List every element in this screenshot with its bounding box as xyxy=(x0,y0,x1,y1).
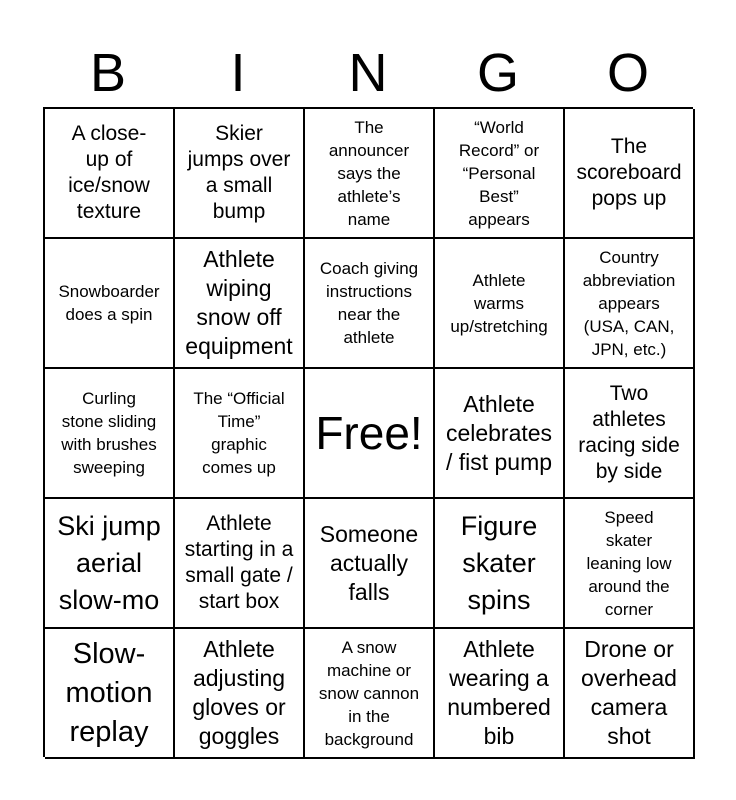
cell-text: Slow- motion replay xyxy=(65,637,153,748)
header-letter-g: G xyxy=(476,43,519,103)
bingo-cell[interactable] xyxy=(45,629,175,759)
cell-text: Curling stone sliding with brushes sweeping xyxy=(61,389,157,477)
bingo-cell[interactable] xyxy=(565,239,695,369)
bingo-cell[interactable] xyxy=(175,629,305,759)
header-letter-i: I xyxy=(230,43,246,103)
bingo-cell[interactable] xyxy=(435,499,565,629)
bingo-cell[interactable] xyxy=(565,499,695,629)
bingo-cell[interactable] xyxy=(45,369,175,499)
bingo-cell[interactable] xyxy=(305,499,435,629)
bingo-cell[interactable] xyxy=(45,109,175,239)
cell-text: A close- up of ice/snow texture xyxy=(68,122,150,223)
cell-text: A snow machine or snow cannon in the background xyxy=(318,637,420,749)
cell-text: The “Official Time” graphic comes up xyxy=(193,389,285,477)
header-letter-n: N xyxy=(348,43,388,103)
bingo-cell[interactable] xyxy=(45,239,175,369)
cell-text: The announcer says the athlete’s name xyxy=(328,117,410,229)
free-space-text: Free! xyxy=(315,407,423,459)
bingo-cell[interactable] xyxy=(435,369,565,499)
cell-text: Skier jumps over a small bump xyxy=(187,122,291,223)
cell-text: Country abbreviation appears (USA, CAN, JPN, etc.) xyxy=(582,247,676,359)
bingo-cell[interactable] xyxy=(565,109,695,239)
cell-text: Athlete adjusting gloves or goggles xyxy=(192,636,286,749)
bingo-grid xyxy=(43,107,693,757)
cell-text: Snowboarder does a spin xyxy=(58,282,160,324)
bingo-cell[interactable] xyxy=(175,239,305,369)
cell-text: Athlete warms up/stretching xyxy=(450,270,548,336)
bingo-cell[interactable] xyxy=(305,239,435,369)
cell-text: Drone or overhead camera shot xyxy=(581,636,677,749)
header-letter-b: B xyxy=(89,43,127,103)
bingo-cell[interactable] xyxy=(305,109,435,239)
cell-text: Coach giving instructions near the athlete xyxy=(319,259,419,347)
cell-text: Athlete celebrates / fist pump xyxy=(445,390,553,475)
bingo-cell[interactable] xyxy=(565,629,695,759)
cell-text: Ski jump aerial slow-mo xyxy=(57,510,161,615)
bingo-cell[interactable] xyxy=(175,499,305,629)
bingo-cell[interactable] xyxy=(435,239,565,369)
bingo-cell[interactable] xyxy=(45,499,175,629)
cell-text: Figure skater spins xyxy=(460,510,538,615)
bingo-cell[interactable] xyxy=(305,629,435,759)
cell-text: Speed skater leaning low around the corner xyxy=(586,507,672,619)
cell-text: Athlete starting in a small gate / start box xyxy=(184,512,294,613)
bingo-header xyxy=(43,38,693,108)
free-space-cell[interactable] xyxy=(305,369,435,499)
cell-text: “World Record” or “Personal Best” appears xyxy=(458,117,540,229)
cell-text: Two athletes racing side by side xyxy=(578,382,680,483)
bingo-cell[interactable] xyxy=(565,369,695,499)
bingo-cell[interactable] xyxy=(435,109,565,239)
cell-text: Athlete wiping snow off equipment xyxy=(185,246,293,359)
cell-text: Someone actually falls xyxy=(319,520,419,605)
cell-text: The scoreboard pops up xyxy=(576,135,682,210)
bingo-cell[interactable] xyxy=(175,109,305,239)
header-letter-o: O xyxy=(606,43,649,103)
bingo-cell[interactable] xyxy=(435,629,565,759)
cell-text: Athlete wearing a numbered bib xyxy=(447,636,551,749)
bingo-cell[interactable] xyxy=(175,369,305,499)
